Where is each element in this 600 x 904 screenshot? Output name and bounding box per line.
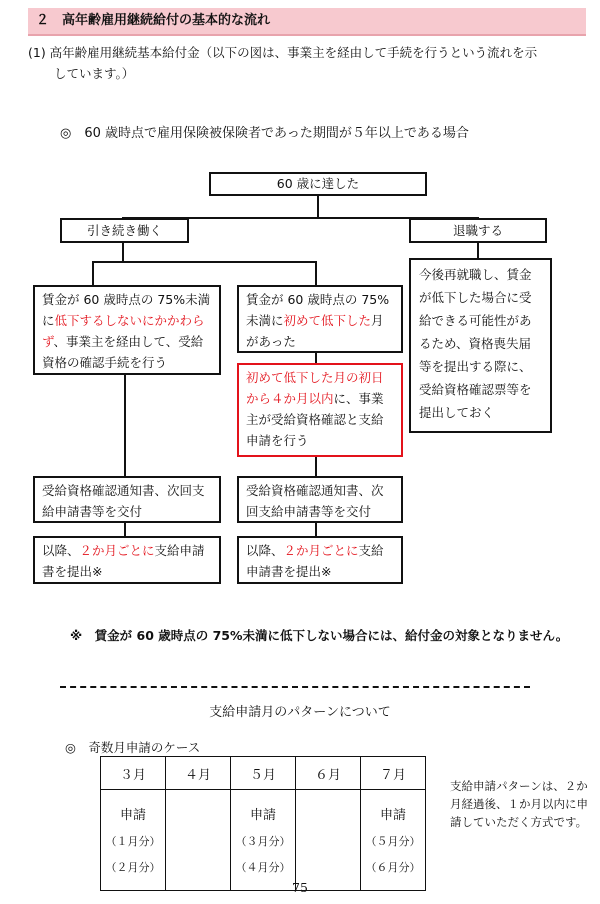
flow-mid-submit-box	[237, 536, 403, 584]
note-text: ※ 賃金が 60 歳時点の 75%未満に低下しない場合には、給付金の対象となりません。	[70, 628, 569, 643]
left1-text-a: 賃金が 60 歳時点の 75%未満に	[42, 292, 211, 328]
left-submit-a: 以降、	[42, 543, 80, 558]
month-header-row	[101, 757, 426, 790]
connector-line	[315, 261, 317, 285]
flow-mid-procedure-box	[237, 363, 403, 457]
pattern-title: 支給申請月のパターンについて	[209, 705, 391, 720]
flow-subtitle: ◎ 60 歳時点で雇用保険被保険者であった期間が５年以上である場合	[60, 126, 469, 141]
month-header: ６月	[296, 757, 361, 790]
left-submit-highlight: ２か月ごとに	[79, 543, 155, 558]
month-header: ４月	[166, 757, 231, 790]
section-title: ２ 高年齢雇用継続給付の基本的な流れ	[28, 8, 586, 36]
mid1-text-a: 賃金が 60 歳時点の 75%未満に	[246, 292, 390, 328]
flow-retire-detail-box: 今後再就職し、賃金が低下した場合に受給できる可能性があるため、資格喪失届等を提出する際に、受給資格確認票等を提出しておく	[409, 258, 552, 433]
mid2-text: に、事業主が受給資格確認と支給申請を行う	[246, 391, 384, 448]
connector-line	[124, 522, 126, 536]
mid1-text-b: 月があった	[246, 313, 384, 349]
month-body-row	[101, 790, 426, 891]
flow-root-box: 60 歳に達した	[209, 172, 427, 196]
period-label: （３月分）	[235, 835, 291, 848]
flow-retire-box: 退職する	[409, 218, 547, 243]
pattern-side-note: 支給申請パターンは、２か月経過後、１か月以内に申請していただく方式です。	[450, 779, 588, 829]
apply-label: 申請	[379, 808, 406, 823]
connector-line	[317, 194, 319, 218]
connector-line	[315, 456, 317, 476]
month-pattern-table	[100, 756, 426, 891]
month-cell	[231, 790, 296, 891]
apply-label: 申請	[119, 808, 146, 823]
period-label: （６月分）	[365, 861, 421, 874]
mid2-text-highlight: 初めて低下した月の初日から４か月以内	[246, 370, 384, 406]
apply-label: 申請	[249, 808, 276, 823]
intro-line-2: しています。）	[54, 66, 135, 81]
month-cell	[296, 790, 361, 891]
period-label: （４月分）	[235, 861, 291, 874]
left1-text-b: 、事業主を経由して、受給資格の確認手続を行う	[42, 334, 204, 370]
flow-mid-notice-box: 受給資格確認通知書、次回支給申請書等を交付	[237, 476, 403, 523]
flow-left-condition-box	[33, 285, 221, 375]
flow-continue-box: 引き続き働く	[60, 218, 189, 243]
flow-mid-condition-box	[237, 285, 403, 353]
connector-line	[477, 242, 479, 258]
mid-submit-highlight: ２か月ごとに	[283, 543, 359, 558]
left-submit-b: 支給申請書を提出※	[42, 543, 205, 579]
dashed-divider	[60, 686, 530, 688]
flow-left-submit-box	[33, 536, 221, 584]
case-title: ◎ 奇数月申請のケース	[65, 740, 201, 755]
flow-left-notice-box: 受給資格確認通知書、次回支給申請書等を交付	[33, 476, 221, 523]
connector-line	[124, 374, 126, 476]
mid-submit-a: 以降、	[246, 543, 284, 558]
intro-line-1: (1) 高年齢雇用継続基本給付金（以下の図は、事業主を経由して手続を行うという流れを示	[28, 45, 538, 60]
page-number: 75	[292, 880, 308, 895]
month-cell	[101, 790, 166, 891]
month-header: ３月	[101, 757, 166, 790]
connector-line	[315, 522, 317, 536]
month-cell	[166, 790, 231, 891]
mid1-text-highlight: 初めて低下した	[283, 313, 372, 328]
period-label: （２月分）	[105, 861, 161, 874]
mid-submit-b: 支給申請書を提出※	[246, 543, 384, 579]
connector-line	[92, 261, 94, 285]
connector-line	[92, 261, 317, 263]
left1-text-highlight: 低下するしないにかかわらず	[42, 313, 205, 349]
period-label: （１月分）	[105, 835, 161, 848]
month-header: ５月	[231, 757, 296, 790]
period-label: （５月分）	[365, 835, 421, 848]
month-cell	[361, 790, 426, 891]
intro-text	[28, 42, 588, 84]
month-header: ７月	[361, 757, 426, 790]
connector-line	[122, 242, 124, 262]
